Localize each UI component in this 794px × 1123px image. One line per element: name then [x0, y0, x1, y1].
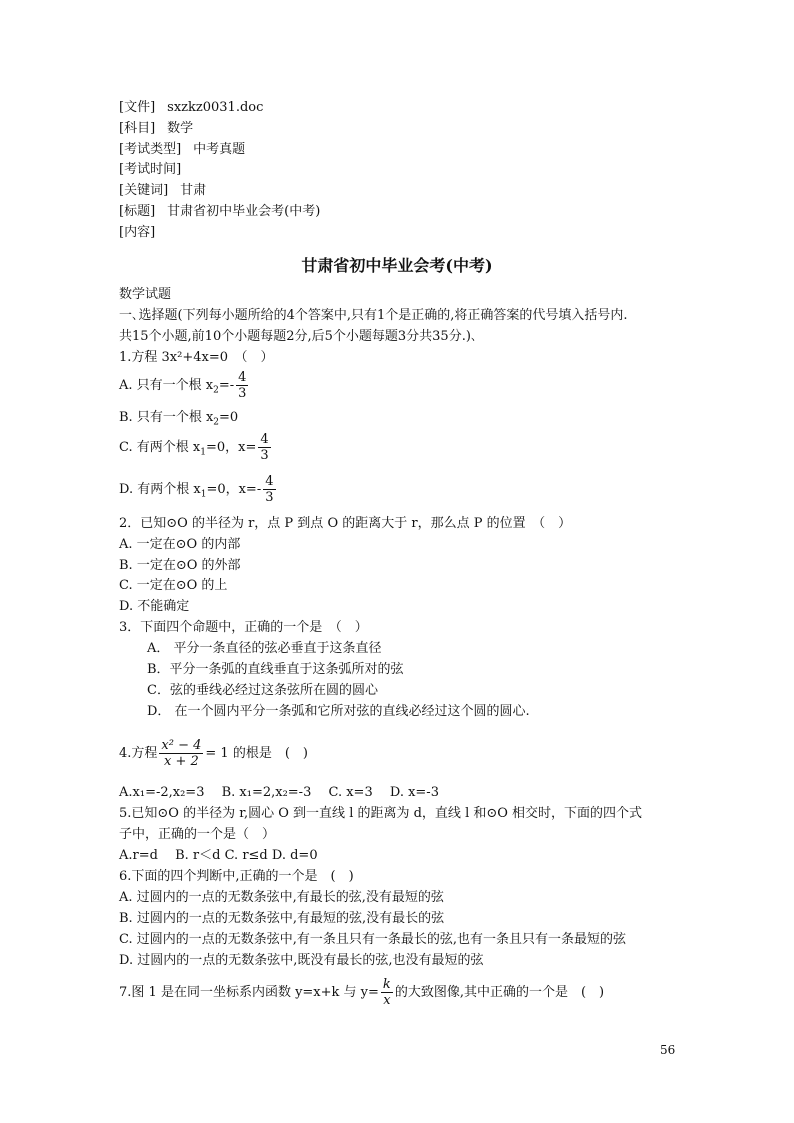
q7-den: x	[381, 992, 393, 1008]
q1-d-num: 4	[265, 474, 274, 489]
q2-option-a: A. 一定在⊙O 的内部	[119, 537, 241, 552]
q1-option-d	[119, 474, 278, 505]
q7-post: 的大致图像,其中正确的一个是 ( )	[394, 985, 605, 1000]
q2-option-d: D. 不能确定	[119, 599, 190, 614]
q7-pre: 7.图 1 是在同一坐标系内函数 y=x+k 与 y=	[119, 985, 379, 1000]
meta-heading-value: 甘肃省初中毕业会考(中考)	[167, 204, 321, 219]
q7-fraction	[381, 977, 393, 1008]
q3-option-d: D． 在一个圆内平分一条弧和它所对弦的直线必经过这个圆的圆心.	[147, 704, 530, 719]
meta-time-label: [考试时间]	[119, 162, 182, 177]
q1-option-b	[119, 410, 238, 431]
q5-line1: 5.已知⊙O 的半径为 r,圆心 O 到一直线 l 的距离为 d，直线 l 和⊙O 相交时，下面的四个式	[119, 806, 643, 821]
q1-a-sub: 2	[213, 385, 219, 396]
q1-c-sub: 1	[200, 447, 206, 458]
q1-a-fraction	[236, 370, 248, 401]
meta-time	[119, 162, 181, 178]
q1-a-num: 4	[238, 370, 247, 385]
meta-content-label: [内容]	[119, 225, 156, 240]
section1-line2: 共15个小题,前10个小题每题2分,后5个小题每题3分共35分.)､	[119, 329, 478, 344]
meta-type-value: 中考真题	[193, 142, 246, 157]
q2-option-b: B. 一定在⊙O 的外部	[119, 558, 241, 573]
q1-c-den: 3	[260, 448, 269, 463]
meta-subject-label: [科目]	[119, 121, 156, 136]
q6-option-b: B. 过圆内的一点的无数条弦中,有最短的弦,没有最长的弦	[119, 911, 445, 926]
q3-stem: 3．下面四个命题中，正确的一个是 （ ）	[119, 620, 368, 635]
q3-option-a: A． 平分一条直径的弦必垂直于这条直径	[147, 641, 382, 656]
q1-b-post: =0	[219, 410, 239, 425]
q4-num: x² − 4	[161, 738, 202, 753]
q5-options: A.r=d B. r＜d C. r≤d D. d=0	[119, 848, 318, 863]
q7-stem	[119, 977, 604, 1008]
q1-c-fraction	[258, 432, 270, 463]
q3-option-c: C．弦的垂线必经过这条弦所在圆的圆心	[147, 683, 378, 698]
q2-stem: 2．已知⊙O 的半径为 r，点 P 到点 O 的距离大于 r，那么点 P 的位置 （ ）	[119, 516, 572, 531]
meta-subject	[119, 121, 193, 137]
q4-pre: 4.方程	[119, 746, 158, 761]
meta-keyword	[119, 183, 206, 199]
q6-stem: 6.下面的四个判断中,正确的一个是 ( )	[119, 869, 354, 884]
q1-d-den: 3	[265, 490, 274, 505]
q1-stem: 1.方程 3x²+4x=0 （ ）	[119, 350, 274, 365]
q1-c-text: C. 有两个根 x	[119, 440, 201, 455]
q1-a-mid: =-	[218, 378, 235, 393]
q1-a-den: 3	[238, 386, 247, 401]
q1-d-sub: 1	[200, 489, 207, 500]
q1-option-c	[119, 432, 273, 463]
meta-heading	[119, 204, 320, 220]
q2-option-c: C. 一定在⊙O 的上	[119, 578, 228, 593]
page-number: 56	[660, 1043, 676, 1057]
q3-option-b: B．平分一条弧的直线垂直于这条弧所对的弦	[147, 662, 404, 677]
q6-option-c: C. 过圆内的一点的无数条弦中,有一条且只有一条最长的弦,也有一条且只有一条最短的弦	[119, 932, 627, 947]
meta-keyword-value: 甘肃	[180, 183, 207, 198]
page-title: 甘肃省初中毕业会考(中考)	[301, 256, 493, 275]
q1-c-num: 4	[260, 432, 269, 447]
q4-post: = 1 的根是 ( )	[205, 746, 308, 761]
meta-subject-value: 数学	[167, 121, 194, 136]
q1-d-mid: =0，x=-	[206, 482, 262, 497]
meta-content	[119, 225, 155, 241]
q7-num: k	[382, 977, 391, 992]
q1-c-mid: =0，x=	[205, 440, 257, 455]
q4-stem	[119, 738, 308, 769]
q4-options: A.x₁=-2,x₂=3 B. x₁=2,x₂=-3 C. x=3 D. x=-3	[119, 785, 439, 800]
meta-keyword-label: [关键词]	[119, 183, 169, 198]
q1-b-text: B. 只有一个根 x	[119, 410, 214, 425]
meta-type-label: [考试类型]	[119, 142, 182, 157]
q1-d-fraction	[263, 474, 275, 505]
meta-heading-label: [标题]	[119, 204, 156, 219]
meta-file	[119, 100, 263, 116]
q1-option-a	[119, 370, 250, 401]
q4-den: x + 2	[159, 753, 203, 769]
q4-fraction	[159, 738, 203, 769]
subtitle: 数学试题	[119, 287, 172, 302]
q1-a-text: A. 只有一个根 x	[119, 378, 214, 393]
section1-line1: 一､选择题(下列每小题所给的4个答案中,只有1个是正确的,将正确答案的代号填入括号内.	[119, 308, 628, 323]
meta-file-value: sxzkz0031.doc	[167, 100, 264, 115]
meta-file-label: [文件]	[119, 100, 156, 115]
q5-line2: 子中，正确的一个是（ ）	[119, 827, 276, 842]
q6-option-d: D. 过圆内的一点的无数条弦中,既没有最长的弦,也没有最短的弦	[119, 953, 484, 968]
q1-d-text: D. 有两个根 x	[119, 482, 201, 497]
q1-b-sub: 2	[213, 417, 220, 428]
q6-option-a: A. 过圆内的一点的无数条弦中,有最长的弦,没有最短的弦	[119, 890, 444, 905]
meta-type	[119, 142, 245, 158]
